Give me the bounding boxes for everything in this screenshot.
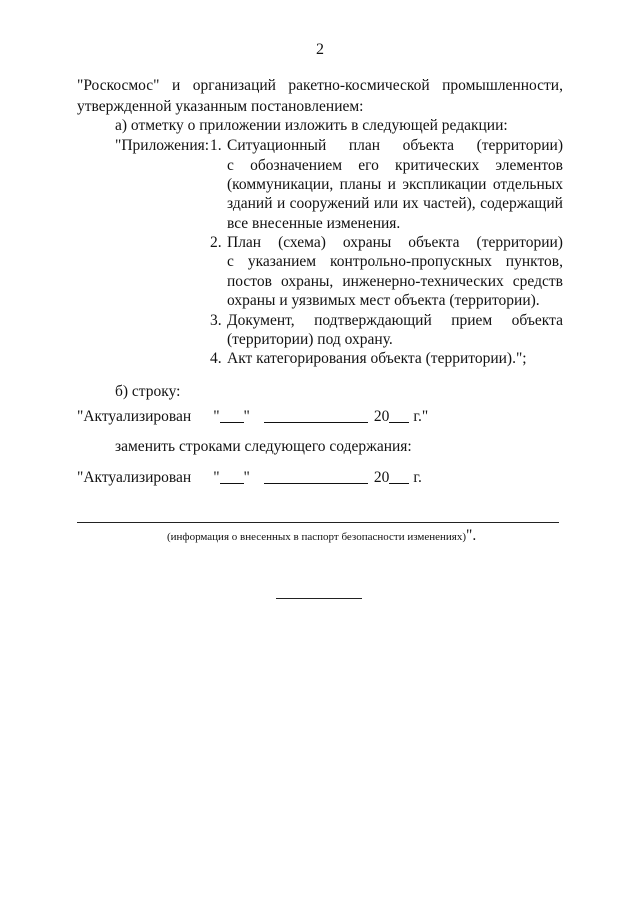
attachment-2-number: 2. [210,234,222,251]
word: или [373,195,399,212]
attachment-1-line-2 [227,157,563,175]
word: объекта [408,234,460,251]
info-caption [167,527,476,545]
word: указанием [247,253,317,270]
new-line-day-blank [220,470,244,484]
word: План [227,234,262,251]
word: промышленности, [442,77,563,94]
attachment-3-line-1 [227,312,563,330]
word: прием [451,312,493,329]
closing-divider [276,598,362,599]
word: Документ, [227,312,295,329]
old-line-quote-close: " [243,408,250,425]
attachment-1-number: 1. [210,137,222,154]
word: Ситуационный [227,137,327,154]
word: частей), [423,195,476,212]
attachment-1-line-5: все внесенные изменения. [227,215,401,232]
word: (территории) [476,234,563,251]
attachment-4-line-1: Акт категорирования объекта (территории)."; [227,350,527,367]
word: и [387,176,396,193]
word: пунктов, [505,253,563,270]
info-caption-text: (информация о внесенных в паспорт безопасности изменениях) [167,531,467,543]
old-line-quote-open: " [213,408,220,425]
old-line-year-prefix: 20 [373,408,390,425]
word: ракетно-космической [288,77,430,94]
attachment-4-number: 4. [210,350,222,367]
word: контрольно-пропускных [330,253,492,270]
word: его [358,157,379,174]
word: подтверждающий [314,312,432,329]
intro-line-1 [77,77,563,95]
word: с [227,253,234,270]
attachment-3-number: 3. [210,312,222,329]
word: содержащий [480,195,563,212]
page-number: 2 [316,41,324,58]
word: их [402,195,419,212]
new-line-month-blank [264,470,368,484]
word: и [171,77,181,94]
attachment-2-line-4: охраны и уязвимых мест объекта (территории). [227,292,540,309]
item-a-text: а) отметку о приложении изложить в следующей редакции: [115,117,508,134]
old-line-day-blank [220,409,244,423]
word: (коммуникации, [227,176,334,193]
word: "Роскосмос" [77,77,160,94]
word: (схема) [278,234,326,251]
info-underline [77,522,559,523]
word: планы [339,176,382,193]
replace-text: заменить строками следующего содержания: [115,438,412,455]
word: организаций [192,77,276,94]
attachment-1-line-3 [227,176,563,194]
intro-line-2: утвержденной указанным постановлением: [77,98,364,115]
attachment-2-line-1 [227,234,563,252]
attachment-2-line-3 [227,273,563,291]
old-line-word: "Актуализирован [77,408,192,425]
old-line-end: г." [413,408,429,425]
info-caption-end: ". [466,527,477,544]
word: (территории) [476,137,563,154]
word: элементов [495,157,563,174]
item-b-text: б) строку: [115,383,181,400]
attachment-1-line-4 [227,195,563,213]
word: охраны [342,234,392,251]
word: критических [395,157,480,174]
word: объекта [402,137,454,154]
attachments-label: "Приложения: [115,137,210,154]
attachment-1-line-1 [227,137,563,155]
word: охраны, [280,273,334,290]
word: с [227,157,234,174]
attachment-3-line-2: (территории) под охрану. [227,331,393,348]
word: сооружений [289,195,370,212]
word: отдельных [492,176,563,193]
new-line-end: г. [413,469,422,486]
new-line [77,469,422,487]
new-line-quote-close: " [243,469,250,486]
word: зданий [227,195,273,212]
word: экспликации [402,176,487,193]
old-line-month-blank [264,409,368,423]
old-line-year-blank [389,409,409,423]
old-line [77,408,428,426]
word: инженерно-технических [342,273,504,290]
word: план [348,137,381,154]
new-line-word: "Актуализирован [77,469,192,486]
word: объекта [511,312,563,329]
attachment-2-line-2 [227,253,563,271]
word: и [276,195,286,212]
word: постов [227,273,272,290]
word: обозначением [250,157,343,174]
word: средств [512,273,563,290]
new-line-year-prefix: 20 [373,469,390,486]
new-line-year-blank [389,470,409,484]
new-line-quote-open: " [213,469,220,486]
